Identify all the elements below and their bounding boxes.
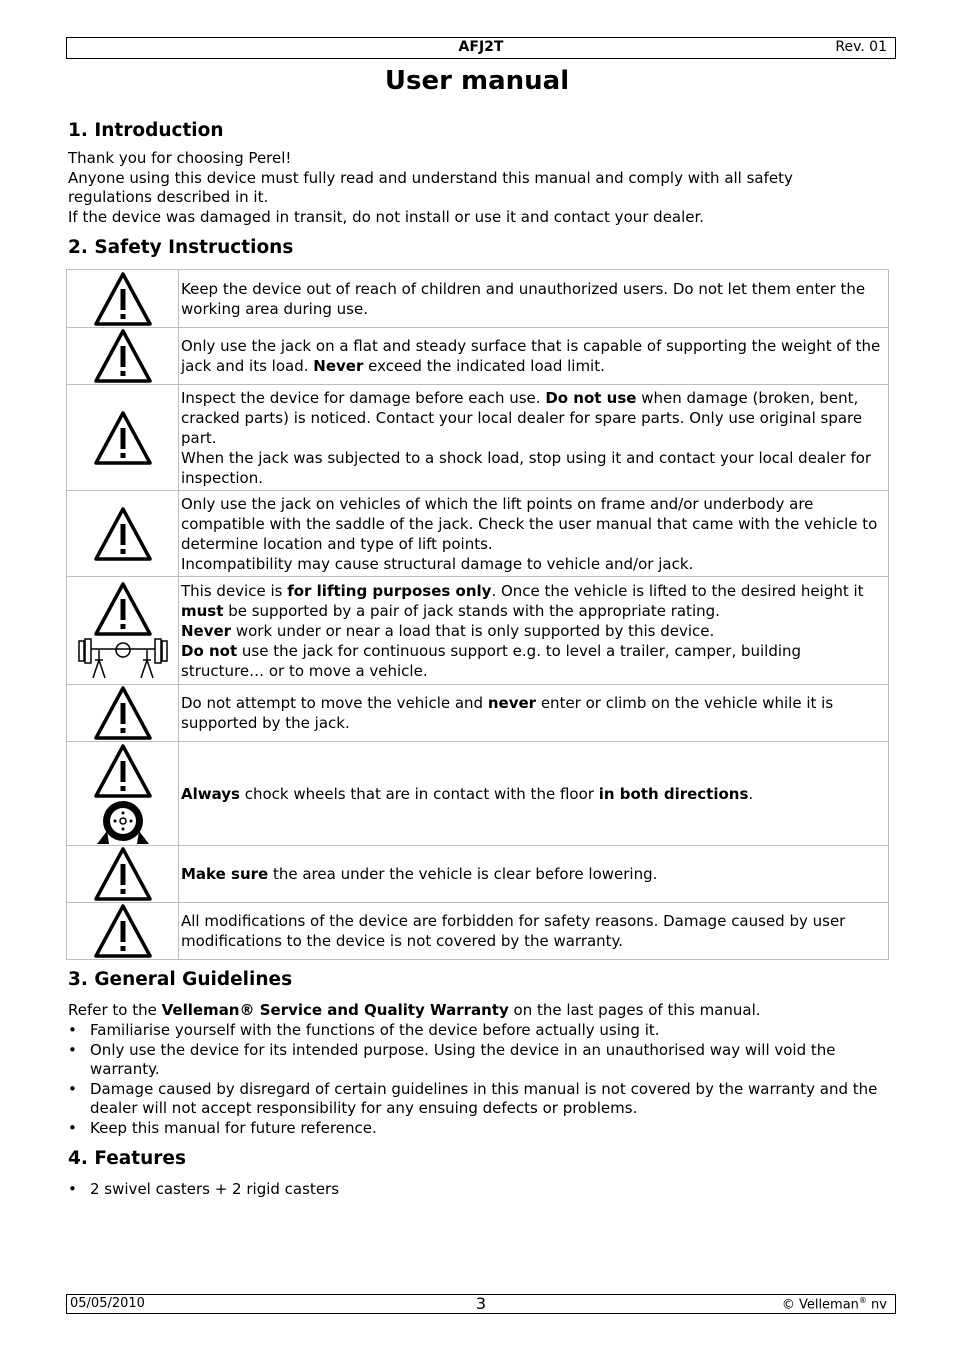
section-heading-safety: 2. Safety Instructions: [68, 237, 294, 258]
section-heading-features: 4. Features: [68, 1148, 186, 1169]
warning-triangle-icon: [93, 410, 153, 466]
safety-row: [67, 846, 889, 903]
text-segment: when damage (broken, bent, cracked parts) is noticed. Contact your local dealer for spare parts. Only use original spare part.: [181, 388, 863, 447]
list-item: • Familiarise yourself with the functions of the device before actually using it.: [68, 1021, 878, 1041]
text-segment: All modifications of the device are forbidden for safety reasons. Damage caused by user modifications to the device is not covered by the warranty.: [181, 912, 846, 950]
emphasis: for lifting purposes only: [287, 581, 492, 600]
revision: Rev. 01: [835, 39, 887, 55]
text-segment: exceed the indicated load limit.: [363, 357, 605, 375]
safety-icon-cell: [67, 846, 179, 903]
safety-text: [179, 270, 889, 328]
list-item: • Only use the device for its intended purpose. Using the device in an unauthorised way will void the warranty.: [68, 1041, 878, 1080]
safety-icon-cell: [67, 685, 179, 742]
safety-row: [67, 903, 889, 960]
safety-row: [67, 742, 889, 846]
text-segment: Only use the jack on a flat and steady surface that is capable of supporting the weight of the jack and its load.: [181, 337, 881, 375]
safety-text: [179, 385, 889, 491]
features-list: [68, 1180, 878, 1200]
text-segment: This device is: [181, 581, 288, 600]
safety-icon-cell: [67, 577, 179, 685]
document-title: User manual: [384, 66, 570, 96]
emphasis: Never: [181, 621, 232, 640]
intro-line: Anyone using this device must fully read and understand this manual and comply with all safety regulations described in it.: [68, 168, 793, 206]
intro-line: If the device was damaged in transit, do not install or use it and contact your dealer.: [68, 207, 705, 226]
safety-row: [67, 385, 889, 491]
emphasis: must: [181, 601, 224, 620]
safety-row: [67, 270, 889, 328]
guidelines-intro-text: on the last pages of this manual.: [508, 1001, 761, 1019]
safety-table: [66, 269, 889, 960]
text-segment: . Once the vehicle is lifted to the desired height it: [491, 581, 864, 600]
safety-icon-cell: [67, 270, 179, 328]
text-segment: When the jack was subjected to a shock load, stop using it and contact your local dealer for inspection.: [181, 448, 872, 487]
wheel-chock-icon: [95, 799, 151, 845]
safety-text: [179, 577, 889, 685]
text-segment: work under or near a load that is only supported by this device.: [231, 621, 715, 640]
text-segment: be supported by a pair of jack stands with the appropriate rating.: [223, 601, 720, 620]
safety-text: [179, 846, 889, 903]
safety-row: [67, 491, 889, 577]
section-heading-guidelines: 3. General Guidelines: [68, 969, 293, 990]
text-segment: Keep the device out of reach of children and unauthorized users. Do not let them enter the working area during use.: [181, 279, 866, 318]
list-item: • 2 swivel casters + 2 rigid casters: [68, 1180, 878, 1200]
warning-triangle-icon: [93, 743, 153, 799]
emphasis: Do not: [181, 641, 238, 660]
text-segment: Only use the jack on vehicles of which the lift points on frame and/or underbody are compatible with the saddle of the jack. Check the user manual that came with the vehicle to determine location and type of lift points.: [181, 494, 878, 553]
jack-stands-icon: [75, 637, 171, 681]
text-segment: the area under the vehicle is clear before lowering.: [268, 865, 658, 883]
safety-icon-cell: [67, 328, 179, 385]
emphasis: Do not use: [545, 388, 637, 407]
text-segment: Do not attempt to move the vehicle and: [181, 694, 488, 712]
footer-date: 05/05/2010: [70, 1296, 145, 1311]
emphasis: in both directions: [598, 784, 749, 803]
emphasis: Always: [181, 784, 240, 803]
warning-triangle-icon: [93, 903, 153, 959]
guidelines-intro-text: Refer to the: [68, 1001, 162, 1019]
emphasis: Make sure: [181, 865, 269, 883]
guidelines-list: [68, 1021, 878, 1138]
section-heading-introduction: 1. Introduction: [68, 120, 224, 141]
intro-text: [68, 149, 868, 227]
safety-text: [179, 328, 889, 385]
safety-icon-cell: [67, 491, 179, 577]
text-segment: Incompatibility may cause structural damage to vehicle and/or jack.: [181, 554, 694, 573]
text-segment: .: [748, 784, 754, 803]
safety-text: [179, 491, 889, 577]
page-header: [66, 37, 896, 59]
guidelines-intro: [68, 1001, 868, 1021]
safety-icon-cell: [67, 385, 179, 491]
text-segment: chock wheels that are in contact with the floor: [239, 784, 599, 803]
warning-triangle-icon: [93, 271, 153, 327]
safety-icon-cell: [67, 742, 179, 846]
emphasis: never: [487, 694, 537, 712]
page-footer: [66, 1294, 896, 1314]
safety-icon-cell: [67, 903, 179, 960]
text-segment: use the jack for continuous support e.g. to level a trailer, camper, building structure… or to move a vehicle.: [181, 641, 802, 680]
page-number: 3: [475, 1294, 487, 1313]
warning-triangle-icon: [93, 581, 153, 637]
safety-row: [67, 685, 889, 742]
warning-triangle-icon: [93, 506, 153, 562]
warning-triangle-icon: [93, 328, 153, 384]
warranty-reference: Velleman® Service and Quality Warranty: [161, 1001, 509, 1019]
model-number: AFJ2T: [458, 39, 504, 55]
warning-triangle-icon: [93, 685, 153, 741]
safety-text: [179, 903, 889, 960]
warning-triangle-icon: [93, 846, 153, 902]
footer-copyright: © Velleman® nv: [781, 1296, 887, 1313]
list-item: • Damage caused by disregard of certain guidelines in this manual is not covered by the warranty and the dealer will not accept responsibility for any ensuing defects or problems.: [68, 1080, 878, 1119]
text-segment: Inspect the device for damage before each use.: [181, 388, 546, 407]
list-item: • Keep this manual for future reference.: [68, 1119, 878, 1139]
safety-text: [179, 685, 889, 742]
intro-line: Thank you for choosing Perel!: [68, 149, 292, 167]
safety-row: [67, 328, 889, 385]
safety-text: [179, 742, 889, 846]
emphasis: Never: [313, 357, 364, 375]
safety-row: [67, 577, 889, 685]
text-segment: enter or climb on the vehicle while it is supported by the jack.: [181, 694, 834, 732]
